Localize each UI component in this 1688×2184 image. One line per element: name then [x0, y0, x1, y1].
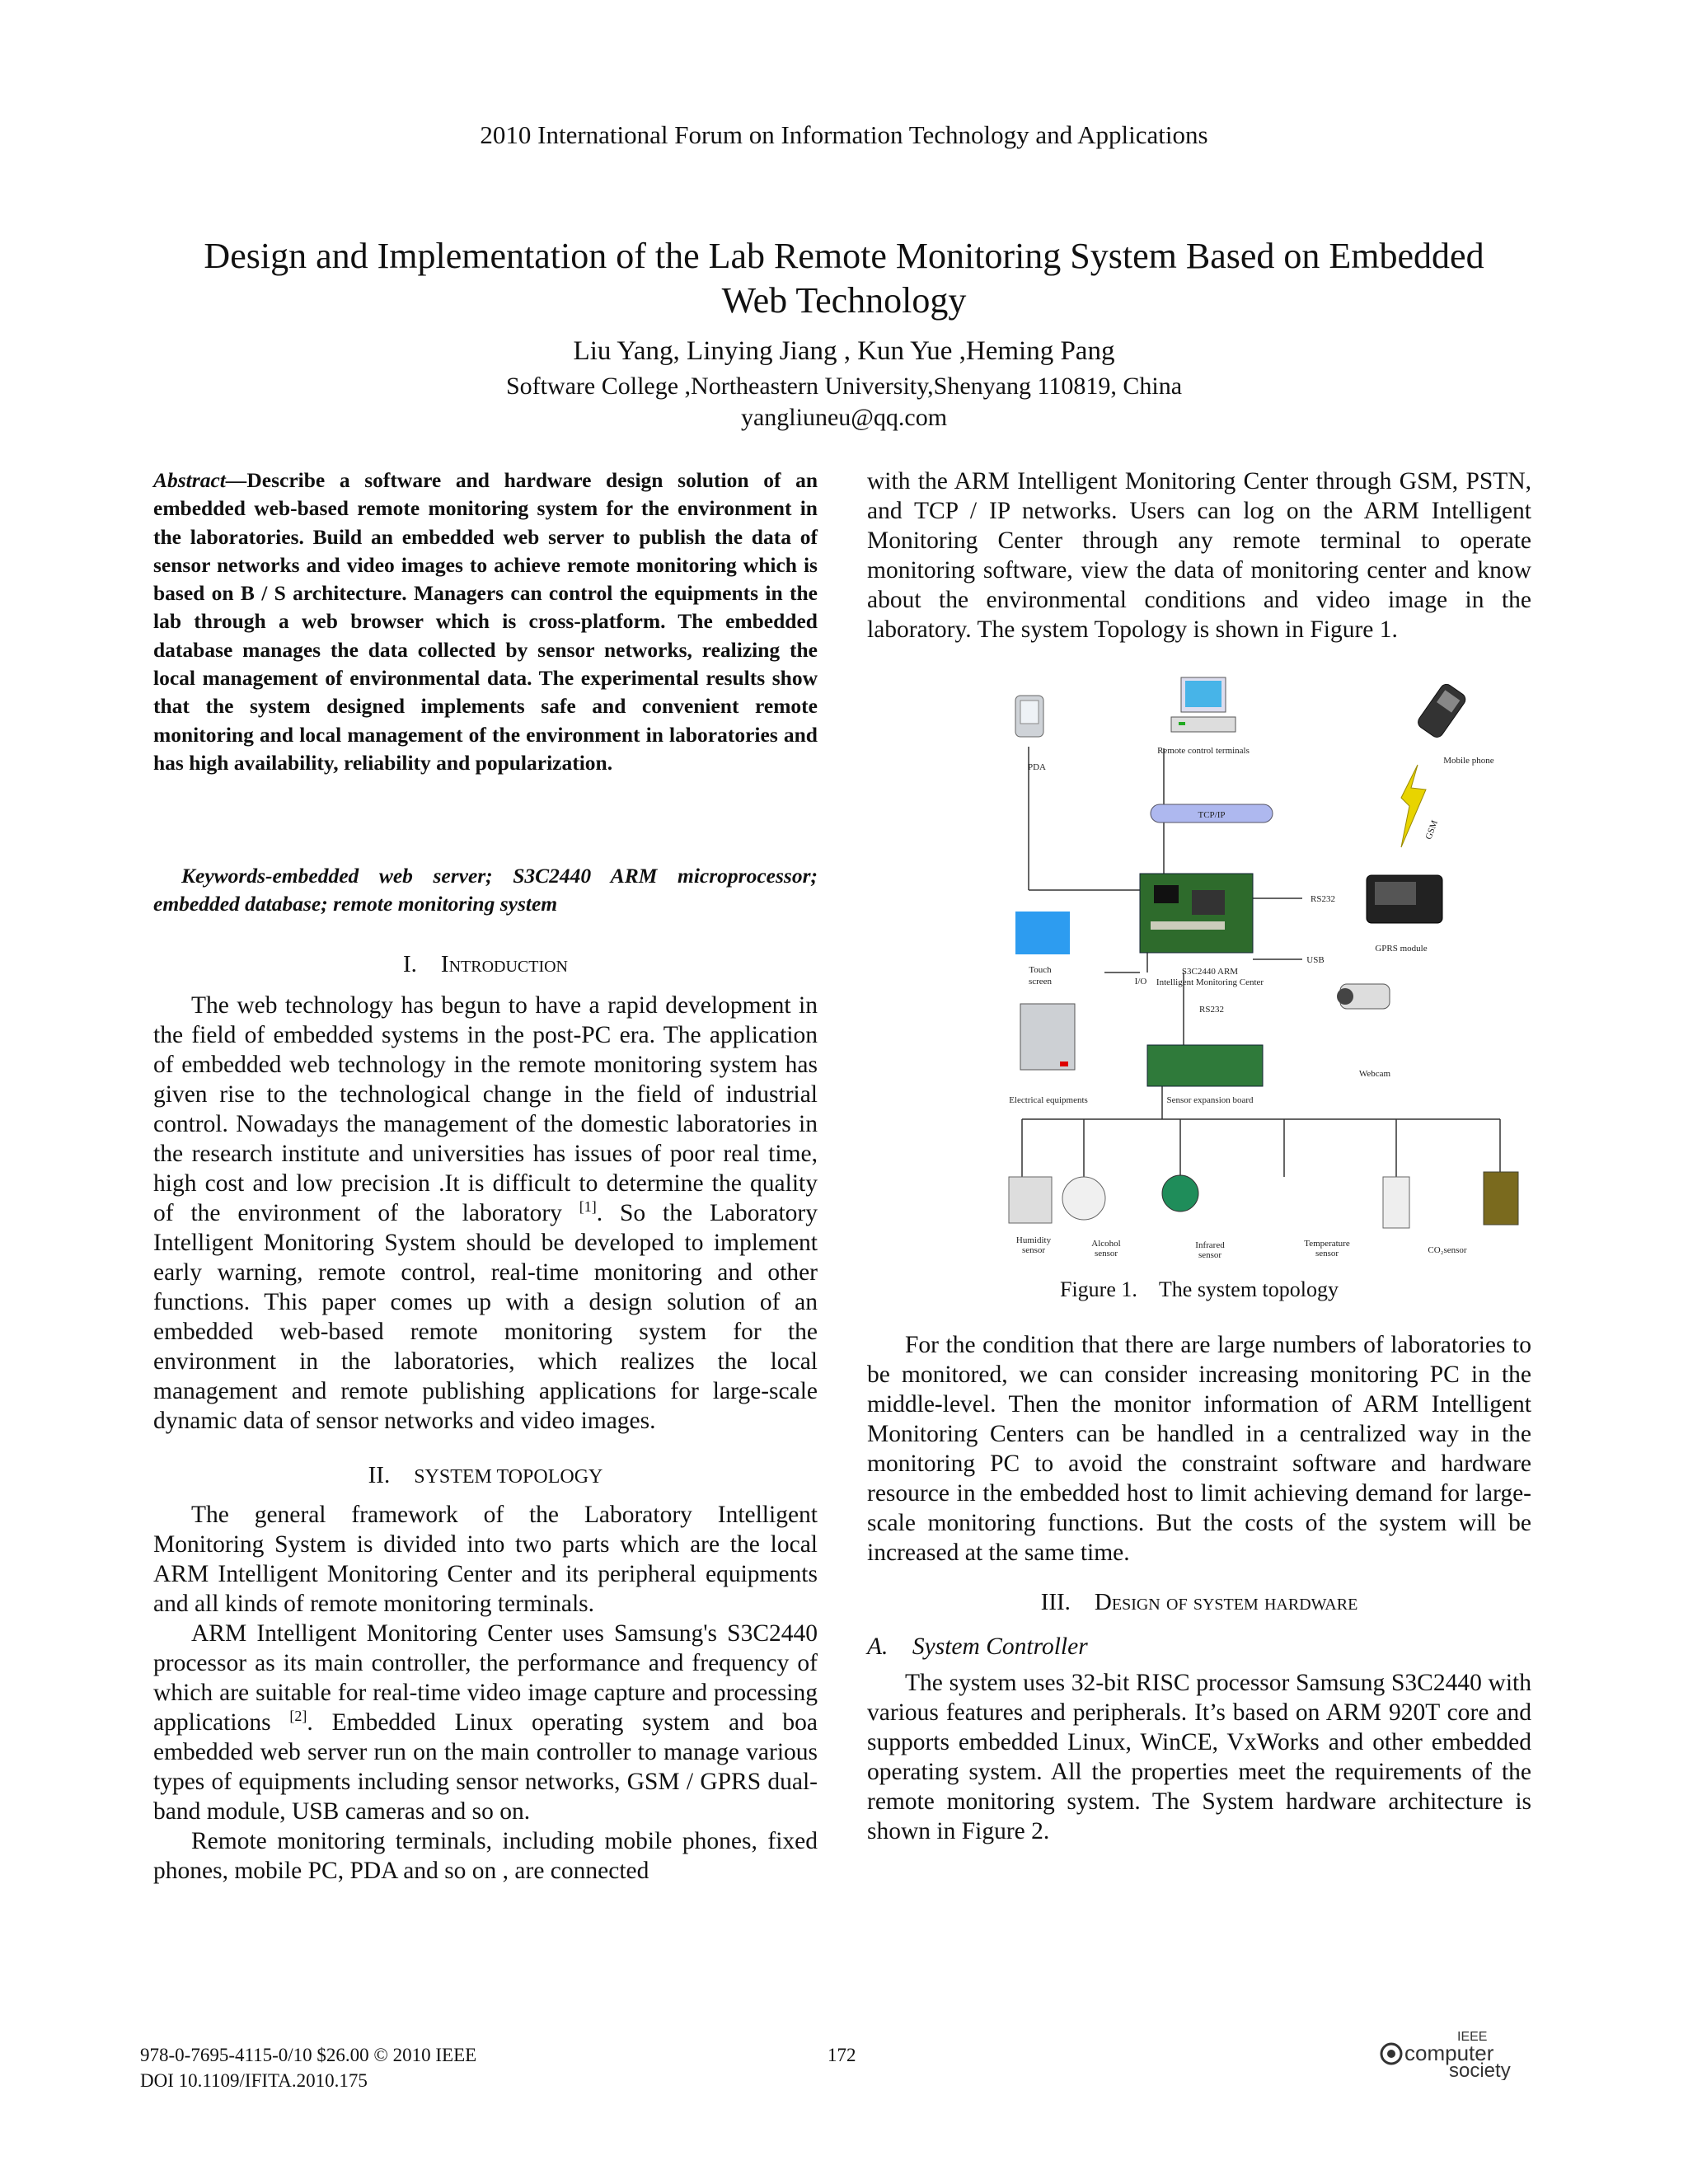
label-remote-terminals: Remote control terminals	[1157, 746, 1250, 756]
logo-society-text: society	[1449, 2060, 1511, 2080]
gsm-lightning-icon	[1401, 765, 1426, 847]
label-io: I/O	[1134, 977, 1147, 987]
left-column-body	[153, 949, 818, 1886]
label-tcpip: TCP/IP	[1198, 810, 1226, 820]
label-electrical: Electrical equipments	[1009, 1095, 1088, 1105]
footer-copyright	[140, 2042, 476, 2093]
label-alcohol-1: Alcohol	[1091, 1239, 1121, 1249]
intro-paragraph	[153, 991, 818, 1436]
label-temp-2: sensor	[1315, 1249, 1339, 1258]
section-3-title: Design of system hardware	[1094, 1589, 1358, 1615]
system-topology-figure	[1006, 674, 1533, 1276]
label-center-2: Intelligent Monitoring Center	[1156, 977, 1264, 987]
abstract	[153, 466, 818, 777]
computer-icon	[1171, 677, 1236, 732]
alcohol-sensor-icon	[1062, 1177, 1105, 1220]
pda-icon	[1015, 696, 1043, 737]
title-line-1: Design and Implementation of the Lab Remote Monitoring System Based on Embedded	[204, 236, 1484, 276]
subsection-a-title: System Controller	[912, 1633, 1088, 1660]
right-column-continuation: with the ARM Intelligent Monitoring Center through GSM, PSTN, and TCP / IP networks. Users can log on the ARM Intelligent Monitoring Center through any remote terminal to operate monitoring software, view the data of monitoring center and know about the environmental conditions and video image in the laboratory. The system Topology is shown in Figure 1.	[867, 468, 1531, 643]
label-humidity-2: sensor	[1021, 1245, 1046, 1255]
title-line-2: Web Technology	[721, 280, 967, 321]
webcam-icon	[1337, 984, 1390, 1009]
conference-header: 2010 International Forum on Information Technology and Applications	[480, 120, 1208, 149]
ieee-computer-society-logo	[1378, 2027, 1543, 2080]
logo-computer-text: computer	[1404, 2041, 1494, 2065]
figure-caption-text: The system topology	[1158, 1277, 1339, 1301]
label-humidity-1: Humidity	[1015, 1235, 1052, 1245]
label-sensor-board: Sensor expansion board	[1166, 1095, 1254, 1105]
label-gsm: GSM	[1423, 818, 1440, 841]
figure-caption	[867, 1277, 1531, 1302]
topology-paragraph-4: For the condition that there are large numbers of laboratories to be monitored, we can consider increasing monitoring PC in the middle-level. Then the monitor information of ARM Intelligent Monitoring Centers can be handled in a centralized way in the monitoring PC to avoid the constraint software and hardware resource in the embedded host to limit achieving demand for large-scale monitoring functions. But the costs of the system will be increased at the same time.	[867, 1332, 1531, 1566]
gprs-module-icon	[1367, 875, 1442, 923]
citation-1[interactable]: [1]	[579, 1198, 597, 1216]
citation-2[interactable]: [2]	[289, 1708, 307, 1725]
affiliation: Software College ,Northeastern University,Shenyang 110819, China	[505, 373, 1183, 400]
label-touch-2: screen	[1028, 977, 1053, 987]
section-3-heading	[867, 1587, 1531, 1617]
infrared-sensor-icon	[1162, 1175, 1198, 1212]
controller-paragraph: The system uses 32-bit RISC processor Samsung S3C2440 with various features and peripherals. It’s based on ARM 920T core and supports embedded Linux, WinCE, VxWorks and other embedded operating system. All the properties meet the requirements of the remote monitoring system. The System hardware architecture is shown in Figure 2.	[867, 1670, 1531, 1844]
topology-text-b: . Embedded Linux operating system and boa embedded web server run on the main controller to manage various types of equipments including sensor networks, GSM / GPRS dual-band module, USB cameras and so on.	[153, 1709, 818, 1825]
paper-title	[124, 234, 1564, 323]
subsection-a-label: A.	[867, 1633, 889, 1660]
label-touch-1: Touch	[1029, 965, 1052, 975]
footer-doi: DOI 10.1109/IFITA.2010.175	[140, 2070, 368, 2091]
electrical-equipment-icon	[1020, 1004, 1075, 1070]
label-mobile-phone: Mobile phone	[1443, 756, 1494, 766]
abstract-text: Describe a software and hardware design solution of an embedded web-based remote monitoring system for the environment in the laboratories. Build an embedded web server to publish the data of sensor networks and video images to achieve remote monitoring which is based on B / S architecture. Managers can control the equipments in the lab through a web browser which is cross-platform. The embedded database manages the data collected by sensor networks, realizing the local management of environmental data. The experimental results show that the system designed implements safe and convenient remote monitoring and local management of the environment in laboratories and has high availability, reliability and popularization.	[153, 468, 818, 775]
authors: Liu Yang, Linying Jiang , Kun Yue ,Heming Pang	[573, 336, 1115, 366]
label-usb: USB	[1306, 955, 1325, 965]
temperature-sensor-icon	[1383, 1177, 1409, 1228]
footer-isbn: 978-0-7695-4115-0/10 $26.00 © 2010 IEEE	[140, 2045, 477, 2065]
label-temp-1: Temperature	[1304, 1239, 1350, 1249]
label-rs232-right: RS232	[1311, 894, 1335, 904]
label-rs232-down: RS232	[1199, 1005, 1224, 1015]
abstract-label: Abstract—	[153, 468, 247, 492]
humidity-sensor-icon	[1009, 1177, 1052, 1223]
mobile-phone-icon	[1415, 682, 1467, 739]
section-1-heading	[153, 949, 818, 979]
label-alcohol-2: sensor	[1094, 1249, 1118, 1258]
sensor-board-icon	[1147, 1045, 1263, 1086]
section-2-title: SYSTEM TOPOLOGY	[414, 1466, 603, 1488]
label-pda: PDA	[1027, 762, 1047, 772]
section-1-number: I.	[402, 951, 417, 977]
co2-sensor-icon	[1484, 1172, 1518, 1225]
label-co2: CO₂sensor	[1428, 1245, 1467, 1255]
subsection-a-heading	[867, 1632, 1531, 1661]
topology-paragraph-3: Remote monitoring terminals, including mobile phones, fixed phones, mobile PC, PDA and so on , are connected	[153, 1828, 818, 1884]
intro-text-a: The web technology has begun to have a rapid development in the field of embedded systems in the post-PC era. The application of embedded web technology in the remote monitoring system has given rise to the technological change in the field of industrial control. Nowadays the management of the domestic laboratories in the research institute and universities has issues of poor real time, high cost and low precision .It is difficult to determine the quality of the environment of the laboratory	[153, 992, 818, 1226]
topology-paragraph-1: The general framework of the Laboratory Intelligent Monitoring System is divided into two parts which are the local ARM Intelligent Monitoring Center and its peripheral equipments and all kinds of remote monitoring terminals.	[153, 1502, 818, 1617]
right-column-body	[867, 1330, 1531, 1846]
section-1-title: Introduction	[440, 951, 568, 977]
label-gprs: GPRS module	[1375, 944, 1428, 954]
touch-screen-icon	[1015, 912, 1070, 954]
logo-ieee-text: IEEE	[1457, 2030, 1488, 2044]
page-number: 172	[828, 2045, 856, 2065]
topology-paragraph-2	[153, 1619, 818, 1826]
arm-board-icon	[1140, 874, 1253, 953]
author-email: yangliuneu@qq.com	[740, 404, 948, 431]
label-webcam: Webcam	[1358, 1069, 1391, 1079]
label-center-1: S3C2440 ARM	[1181, 967, 1239, 977]
intro-text-b: . So the Laboratory Intelligent Monitoring System should be developed to implement early warning, remote control, real-time monitoring and other functions. This paper comes up with a design solution of an embedded web-based remote monitoring system for the environment in the laboratories, which realizes the local management and remote publishing applications for large-scale dynamic data of sensor networks and video images.	[153, 1200, 818, 1434]
figure-caption-label: Figure 1.	[1060, 1277, 1137, 1301]
label-infrared-1: Infrared	[1195, 1240, 1225, 1250]
section-2-heading	[153, 1460, 818, 1492]
topology-text-a: ARM Intelligent Monitoring Center uses Samsung's S3C2440 processor as its main controller, the performance and frequency of which are suitable for real-time video image capture and processing applications	[153, 1620, 818, 1736]
label-infrared-2: sensor	[1198, 1250, 1222, 1260]
keywords: Keywords-embedded web server; S3C2440 ARM microprocessor; embedded database; remote monitoring system	[153, 864, 818, 916]
section-2-number: II.	[368, 1462, 391, 1488]
section-3-number: III.	[1040, 1589, 1071, 1615]
